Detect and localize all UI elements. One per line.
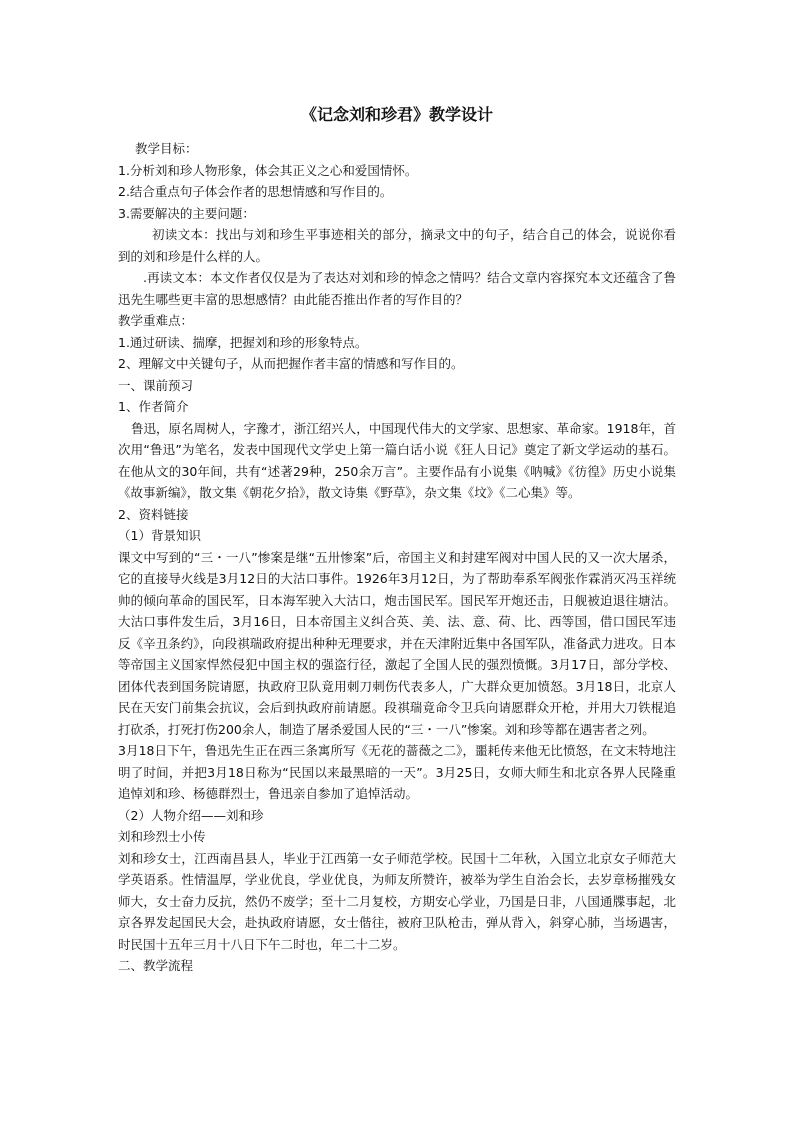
background-text: 课文中写到的“三・一八”惨案是继“五卅惨案”后，帝国主义和封建军阀对中国人民的又一次大屠杀，它的直接导火线是3月12日的大沽口事件。1926年3月12日，为了帮助奉系军阀张作霖消灭冯玉祥统帅的倾向革命的国民军，日本海军驶入大沽口，炮击国民军。国民军开炮还击，日舰被迫退往塘沽。大沽口事件发生后，3月16日，日本帝国主义纠合英、美、法、意、荷、比、西等国，借口国民军违反《辛丑条约》，向段祺瑞政府提出种种无理要求，并在天津附近集中各国军队，准备武力进攻。日本等帝国主义国家悍然侵犯中国主权的强盗行径，激起了全国人民的强烈愤慨。3月17日，部分学校、团体代表到国务院请愿，执政府卫队竟用刺刀刺伤代表多人，广大群众更加愤怒。3月18日，北京人民在天安门前集会抗议，会后到执政府前请愿。段祺瑞竟命令卫兵向请愿群众开枪，并用大刀铁棍追打砍杀，打死打伤200余人，制造了屠杀爱国人民的“三・一八”惨案。刘和珍等都在遇害者之列。 — [118, 549, 676, 737]
document-title: 《记念刘和珍君》教学设计 — [300, 105, 493, 124]
goals-heading: 教学目标： — [135, 141, 198, 156]
key-point-1: 1.通过研读、揣摩，把握刘和珍的形象特点。 — [118, 334, 368, 350]
materials-heading: 2、资料链接 — [118, 506, 189, 522]
goal-1: 1.分析刘和珍人物形象，体会其正义之心和爱国情怀。 — [118, 162, 418, 178]
section-heading-preview: 一、课前预习 — [118, 377, 194, 393]
background-heading: （1）背景知识 — [118, 528, 201, 543]
author-intro-text: 鲁迅，原名周树人，字豫才，浙江绍兴人，中国现代伟大的文学家、思想家、革命家。1918年，首次用“鲁迅”为笔名，发表中国现代文学史上第一篇白话小说《狂人日记》奠定了新文学运动的基石。在他从文的30年间，共有“述著29种，250余万言”。主要作品有小说集《呐喊》《彷徨》历史小说集《故事新编》，散文集《朝花夕拾》，散文诗集《野草》，杂文集《坟》《二心集》等。 — [118, 420, 676, 500]
first-reading-task: 初读文本：找出与刘和珍生平事迹相关的部分，摘录文中的句子，结合自己的体会，说说你看到的刘和珍是什么样的人。 — [118, 227, 676, 264]
biography-text: 刘和珍女士，江西南昌县人，毕业于江西第一女子师范学校。民国十二年秋，入国立北京女子师范大学英语系。性情温厚，学业优良，学业优良，为师友所赞许，被举为学生自治会长，去岁章杨摧残女师大，女士奋力反抗，然仍不废学；至十二月复校，方期安心学业，乃国是日非，八国通牒事起，北京各界发起国民大会，赴执政府请愿，女士偕往，被府卫队枪击，弹从背入，斜穿心肺，当场遇害，时民国十五年三月十八日下午二时也，年二十二岁。 — [118, 850, 676, 952]
march-18-text: 3月18日下午，鲁迅先生正在西三条寓所写《无花的蔷薇之二》，噩耗传来他无比愤怒，在文末特地注明了时间，并把3月18日称为“民国以来最黑暗的一天”。3月25日，女师大师生和北京各界人民隆重追悼刘和珍、杨德群烈士，鲁迅亲自参加了追悼活动。 — [118, 743, 676, 801]
biography-heading: 刘和珍烈士小传 — [118, 829, 206, 844]
key-point-2: 2、理解文中关键句子，从而把握作者丰富的情感和写作目的。 — [118, 356, 464, 371]
key-points-heading: 教学重难点： — [118, 313, 194, 328]
goal-3: 3.需要解决的主要问题： — [118, 205, 255, 221]
goal-2: 2.结合重点句子体会作者的思想情感和写作目的。 — [118, 184, 393, 199]
person-intro-heading: （2）人物介绍——刘和珍 — [118, 807, 264, 823]
section-heading-process: 二、教学流程 — [118, 958, 194, 973]
second-reading-task: .再读文本：本文作者仅仅是为了表达对刘和珍的悼念之情吗？结合文章内容探究本文还蕴含了鲁迅先生哪些更丰富的思想感情？由此能否推出作者的写作目的？ — [118, 270, 676, 307]
document-page — [118, 104, 676, 977]
author-intro-heading: 1、作者简介 — [118, 399, 189, 414]
